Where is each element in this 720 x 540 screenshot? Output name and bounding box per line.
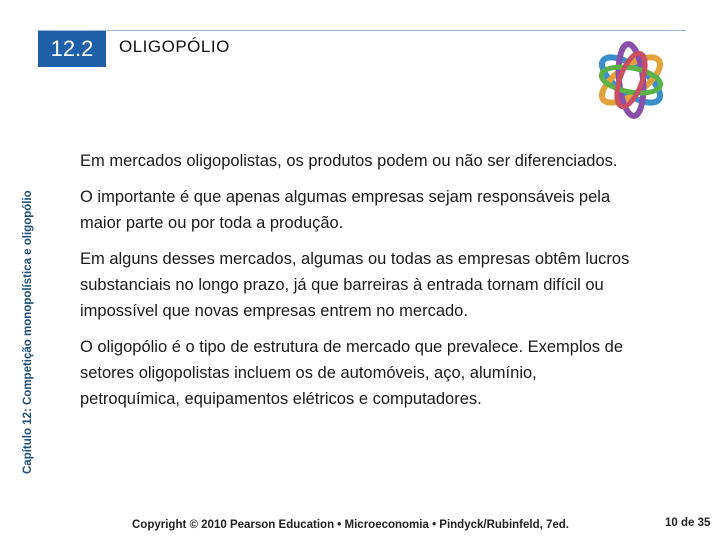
- bullet-item: Em alguns desses mercados, algumas ou todas as empresas obtêm lucros substanciais no longo prazo, já que barreiras à entrada tornam difícil ou impossível que novas empresas entrem no mercado.: [80, 250, 630, 320]
- bullet-item: O importante é que apenas algumas empresas sejam responsáveis pela maior parte ou por toda a produção.: [80, 188, 611, 232]
- section-title: OLIGOPÓLIO: [119, 37, 230, 56]
- section-number-badge: 12.2: [38, 31, 106, 67]
- footer-copyright: Copyright © 2010 Pearson Education • Microeconomia • Pindyck/Rubinfeld, 7ed.: [132, 519, 570, 531]
- page-number: 10 de 35: [665, 517, 711, 529]
- bullet-item: Em mercados oligopolistas, os produtos podem ou não ser diferenciados.: [80, 152, 618, 170]
- bullet-list: [80, 148, 640, 422]
- bullet-item: O oligopólio é o tipo de estrutura de mercado que prevalece. Exemplos de setores oligopolistas incluem os de automóveis, aço, alumínio, petroquímica, equipamentos elétricos e computadores.: [80, 338, 623, 408]
- interlocking-rings-icon: [585, 30, 677, 130]
- chapter-side-label: Capítulo 12: Competição monopolística e oligopólio: [22, 190, 34, 474]
